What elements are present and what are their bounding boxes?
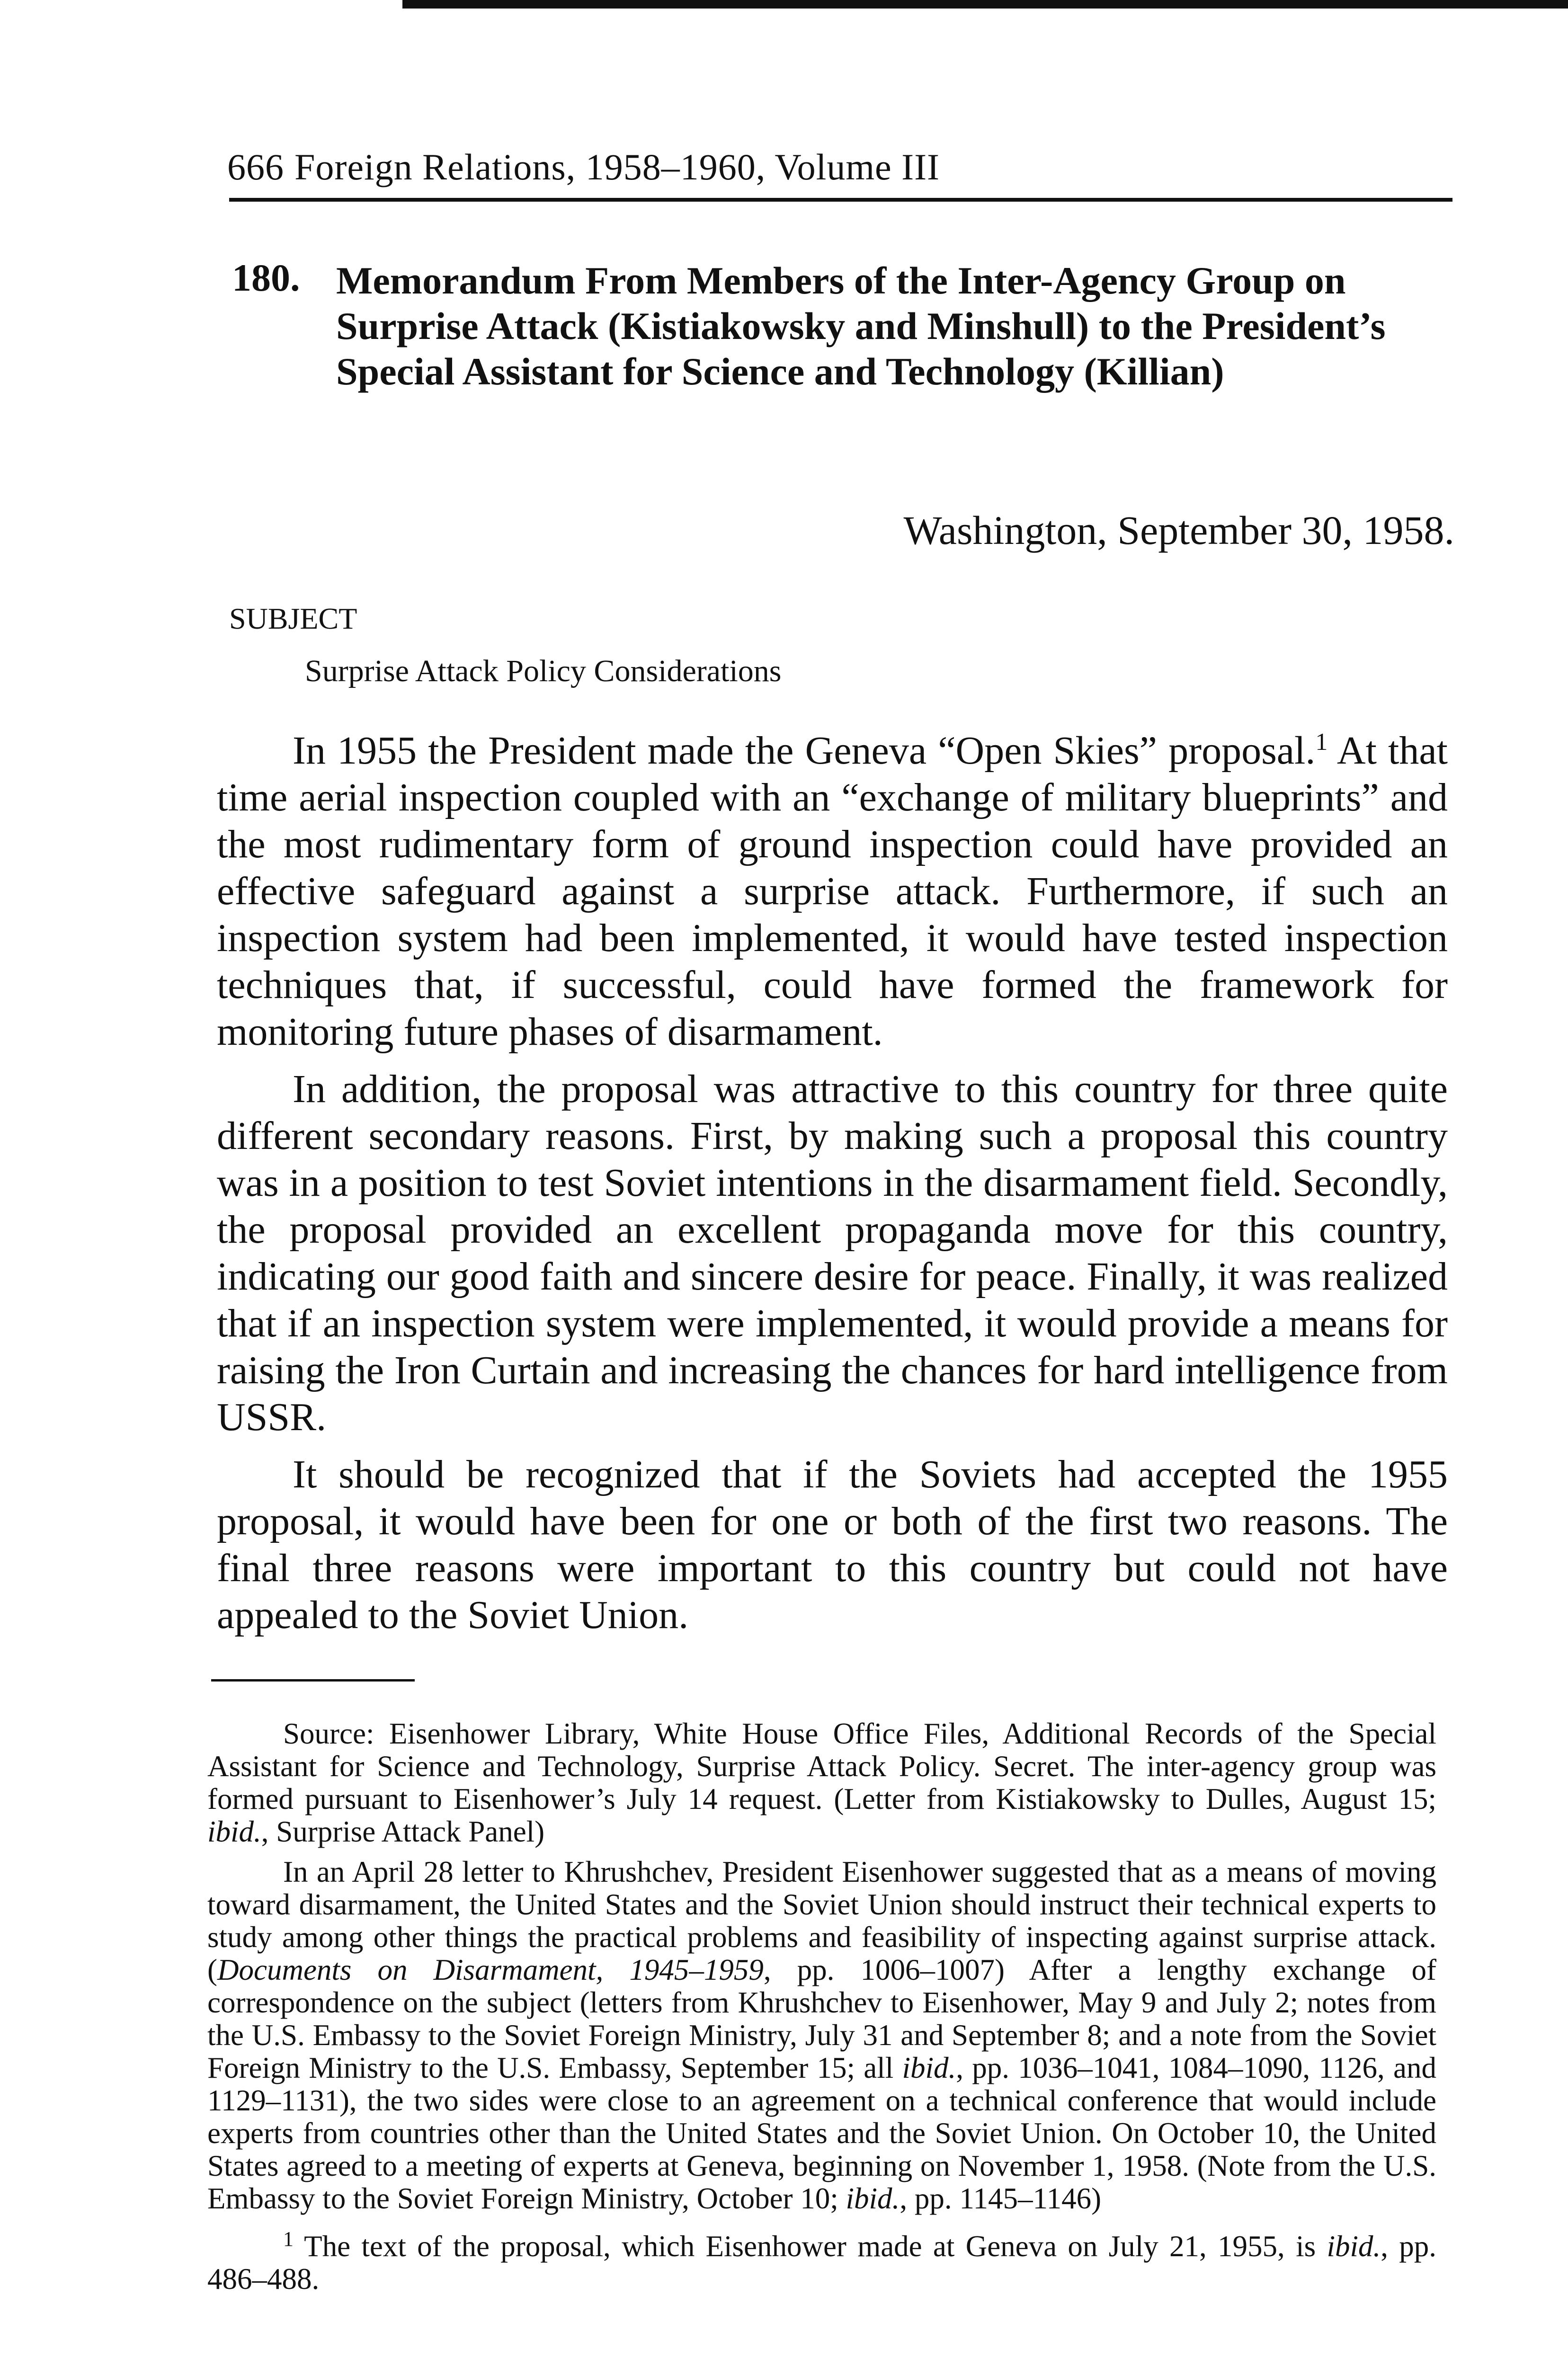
subject-text: Surprise Attack Policy Considerations: [305, 654, 782, 688]
editorial-note-text-c: , pp. 1036–1041, 1084–1090, 1126, and 1129–1131), the two sides were close to an agreement on a technical conference that would include experts from countries other than the United States and the Soviet Union. On October 10, the United States agreed to a meeting of experts at Geneva, beginning on November 1, 1958. (Note from the U.S. Embassy to the Soviet Foreign Ministry, October 10;: [207, 2051, 1437, 2215]
footnote-rule: [211, 1679, 415, 1682]
source-note: [207, 1717, 1436, 1848]
footnote-1-mark: 1: [283, 2227, 294, 2251]
source-note-text: Source: Eisenhower Library, White House Office Files, Additional Records of the Special Assistant for Science and Technology, Surprise Attack Policy. Secret. The inter-agency group was formed pursuant to Eisenhower’s July 14 request. (Letter from Kistiakowsky to Dulles, August 15;: [207, 1717, 1436, 1815]
source-note-ibid: ibid.: [207, 1815, 261, 1848]
running-title: Foreign Relations, 1958–1960, Volume III: [294, 146, 940, 187]
paragraph-1-rest: At that time aerial inspection coupled with an “exchange of military blueprints” and the most rudimentary form of ground inspection could have provided an effective safeguard against a surprise attack. Furthermore, if such an inspection system had been implemented, it would have tested inspection techniques that, if successful, could have formed the framework for monitoring future phases of disarmament.: [217, 729, 1448, 1054]
editorial-note-text-d: , pp. 1145–1146): [900, 2182, 1102, 2215]
paragraph-1-start: In 1955 the President made the Geneva “Open Skies” proposal.: [293, 729, 1316, 773]
paragraph-3: It should be recognized that if the Soviets had accepted the 1955 proposal, it would have been for one or both of the first two reasons. The final three reasons were important to this country but could not have appealed to the Soviet Union.: [217, 1452, 1448, 1637]
scan-top-edge: [402, 0, 1568, 9]
footnote-1-text: The text of the proposal, which Eisenhower made at Geneva on July 21, 1955, is: [294, 2230, 1327, 2263]
footnotes: [207, 1717, 1436, 2303]
editorial-note: [207, 1856, 1436, 2215]
editorial-note-ibid-1: ibid.: [902, 2051, 956, 2084]
document-number: 180.: [232, 256, 300, 299]
body-text: [217, 719, 1448, 1649]
footnote-ref-1: 1: [1315, 729, 1328, 756]
editorial-note-ibid-2: ibid.: [846, 2182, 900, 2215]
document-title: Memorandum From Members of the Inter-Agency Group on Surprise Attack (Kistiakowsky and Minshull) to the President’s Special Assistant for Science and Technology (Killian): [336, 259, 1386, 393]
editorial-note-title: Documents on Disarmament, 1945–1959: [217, 1953, 764, 1986]
page-number: 666: [227, 146, 284, 187]
paragraph-1: [217, 719, 1448, 1055]
editorial-note-text-a: In an April 28 letter to Khrushchev, President Eisenhower suggested that as a means of moving toward disarmament, the United States and the Soviet Union should instruct their technical experts to study among other things the practical problems and feasibility of inspecting against surprise attack. (: [207, 1855, 1436, 1986]
source-note-end: , Surprise Attack Panel): [261, 1815, 545, 1848]
running-header: [227, 146, 940, 188]
subject-label: SUBJECT: [229, 602, 357, 635]
paragraph-2: In addition, the proposal was attractive to this country for three quite different secondary reasons. First, by making such a proposal this country was in a position to test Soviet intentions in the disarmament field. Secondly, the proposal provided an excellent propaganda move for this country, indicating our good faith and sincere desire for peace. Finally, it was realized that if an inspection system were implemented, it would provide a means for raising the Iron Curtain and increasing the chances for hard intelligence from USSR.: [217, 1067, 1448, 1439]
footnote-1: [207, 2223, 1436, 2296]
footnote-1-ibid: ibid.: [1327, 2230, 1381, 2263]
place-date: Washington, September 30, 1958.: [903, 507, 1454, 553]
header-rule: [229, 198, 1452, 202]
footnote-1-end: , pp. 486–488.: [207, 2230, 1437, 2296]
editorial-note-text-b: , pp. 1006–1007) After a lengthy exchange of correspondence on the subject (letters from Khrushchev to Eisenhower, May 9 and July 2; notes from the U.S. Embassy to the Soviet Foreign Ministry, July 31 and September 8; and a note from the Soviet Foreign Ministry to the U.S. Embassy, September 15; all: [207, 1953, 1436, 2084]
